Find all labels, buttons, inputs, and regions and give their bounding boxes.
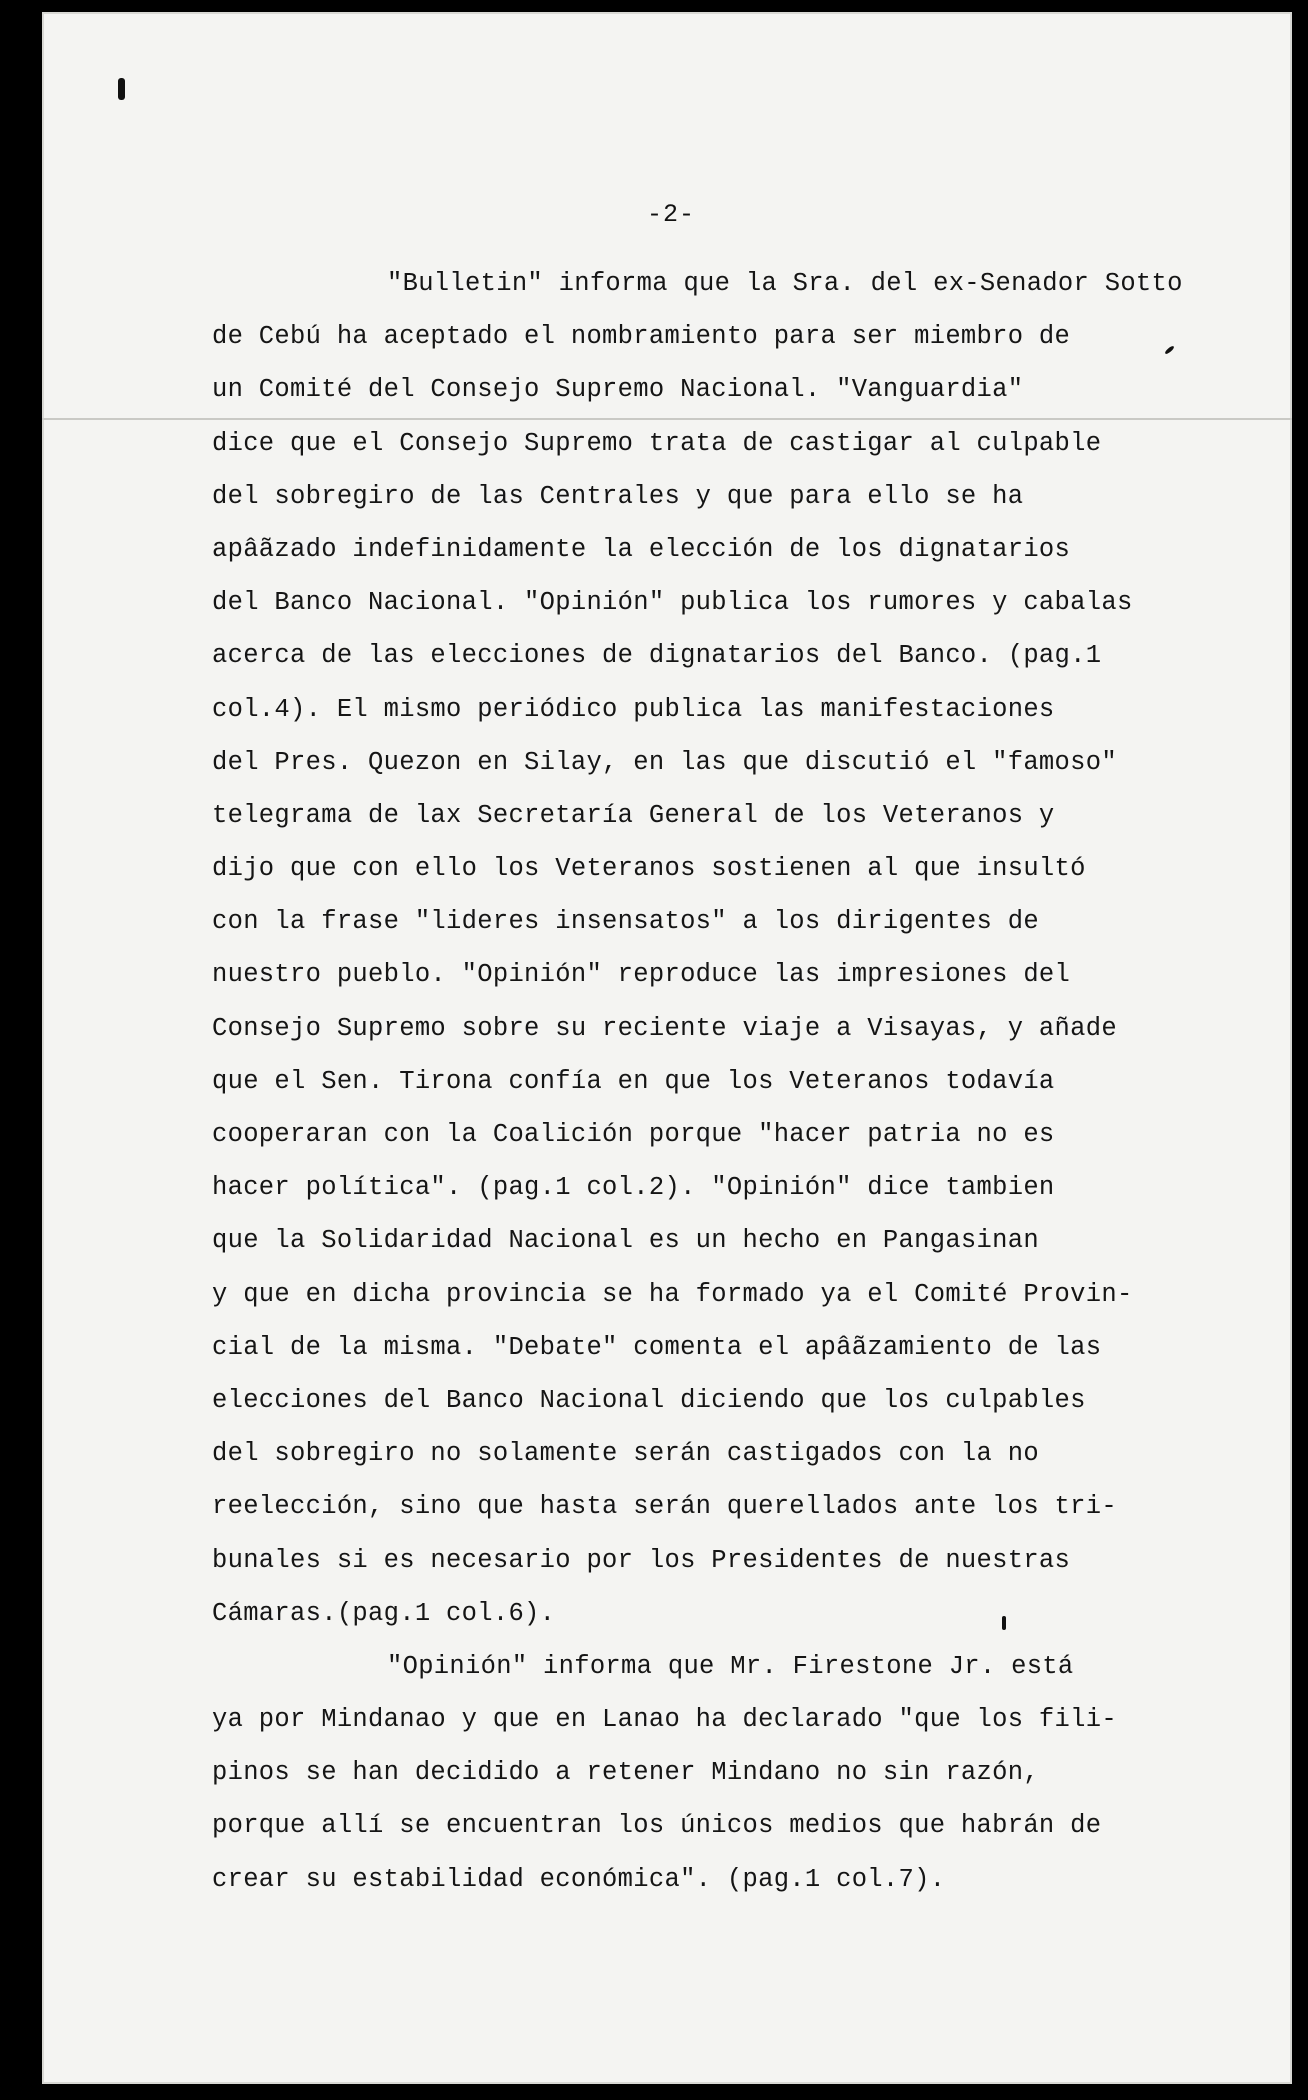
text-line: cial de la misma. "Debate" comenta el apâãzamiento de las (212, 1332, 1102, 1362)
text-line: "Bulletin" informa que la Sra. del ex-Senador Sotto (387, 269, 1183, 298)
text-line: hacer política". (pag.1 col.2). "Opinión" dice tambien (212, 1173, 1055, 1203)
body-text (212, 257, 1272, 1906)
text-line: de Cebú ha aceptado el nombramiento para ser miembro de (212, 322, 1071, 352)
text-line: que la Solidaridad Nacional es un hecho en Pangasinan (212, 1226, 1039, 1256)
text-line: del Pres. Quezon en Silay, en las que discutió el "famoso" (212, 747, 1117, 777)
text-line: pinos se han decidido a retener Mindano no sin razón, (212, 1758, 1039, 1788)
text-line: que el Sen. Tirona confía en que los Veteranos todavía (212, 1066, 1055, 1096)
text-line: con la frase "lideres insensatos" a los dirigentes de (212, 907, 1039, 937)
text-line: dijo que con ello los Veteranos sostienen al que insultó (212, 854, 1086, 884)
text-line: del Banco Nacional. "Opinión" publica los rumores y cabalas (212, 588, 1133, 618)
text-line: Cámaras.(pag.1 col.6). (212, 1598, 556, 1628)
text-line: "Opinión" informa que Mr. Firestone Jr. está (387, 1651, 1074, 1681)
text-line: apâãzado indefinidamente la elección de los dignatarios (212, 534, 1071, 564)
document-page (42, 12, 1292, 2084)
text-line: del sobregiro de las Centrales y que para ello se ha (212, 481, 1024, 511)
text-line: col.4). El mismo periódico publica las manifestaciones (212, 694, 1055, 724)
text-line: elecciones del Banco Nacional diciendo que los culpables (212, 1385, 1086, 1415)
text-line: un Comité del Consejo Supremo Nacional. "Vanguardia" (212, 375, 1024, 405)
text-line: reelección, sino que hasta serán querellados ante los tri- (212, 1492, 1117, 1522)
text-line: cooperaran con la Coalición porque "hacer patria no es (212, 1120, 1055, 1149)
text-line: Consejo Supremo sobre su reciente viaje a Visayas, y añade (212, 1013, 1117, 1043)
page-number: -2- (647, 200, 696, 229)
text-line: acerca de las elecciones de dignatarios del Banco. (pag.1 (212, 641, 1102, 671)
text-line: porque allí se encuentran los únicos medios que habrán de (212, 1811, 1102, 1841)
text-line: bunales si es necesario por los Presidentes de nuestras (212, 1545, 1071, 1575)
text-line: nuestro pueblo. "Opinión" reproduce las impresiones del (212, 960, 1071, 990)
text-line: y que en dicha provincia se ha formado ya el Comité Provin- (212, 1279, 1133, 1309)
text-line: dice que el Consejo Supremo trata de castigar al culpable (212, 428, 1102, 458)
text-line: del sobregiro no solamente serán castigados con la no (212, 1439, 1039, 1469)
text-line: ya por Mindanao y que en Lanao ha declarado "que los fili- (212, 1705, 1117, 1735)
text-line: crear su estabilidad económica". (pag.1 col.7). (212, 1864, 946, 1894)
ink-speck (118, 78, 125, 100)
text-line: telegrama de lax Secretaría General de los Veteranos y (212, 800, 1055, 830)
